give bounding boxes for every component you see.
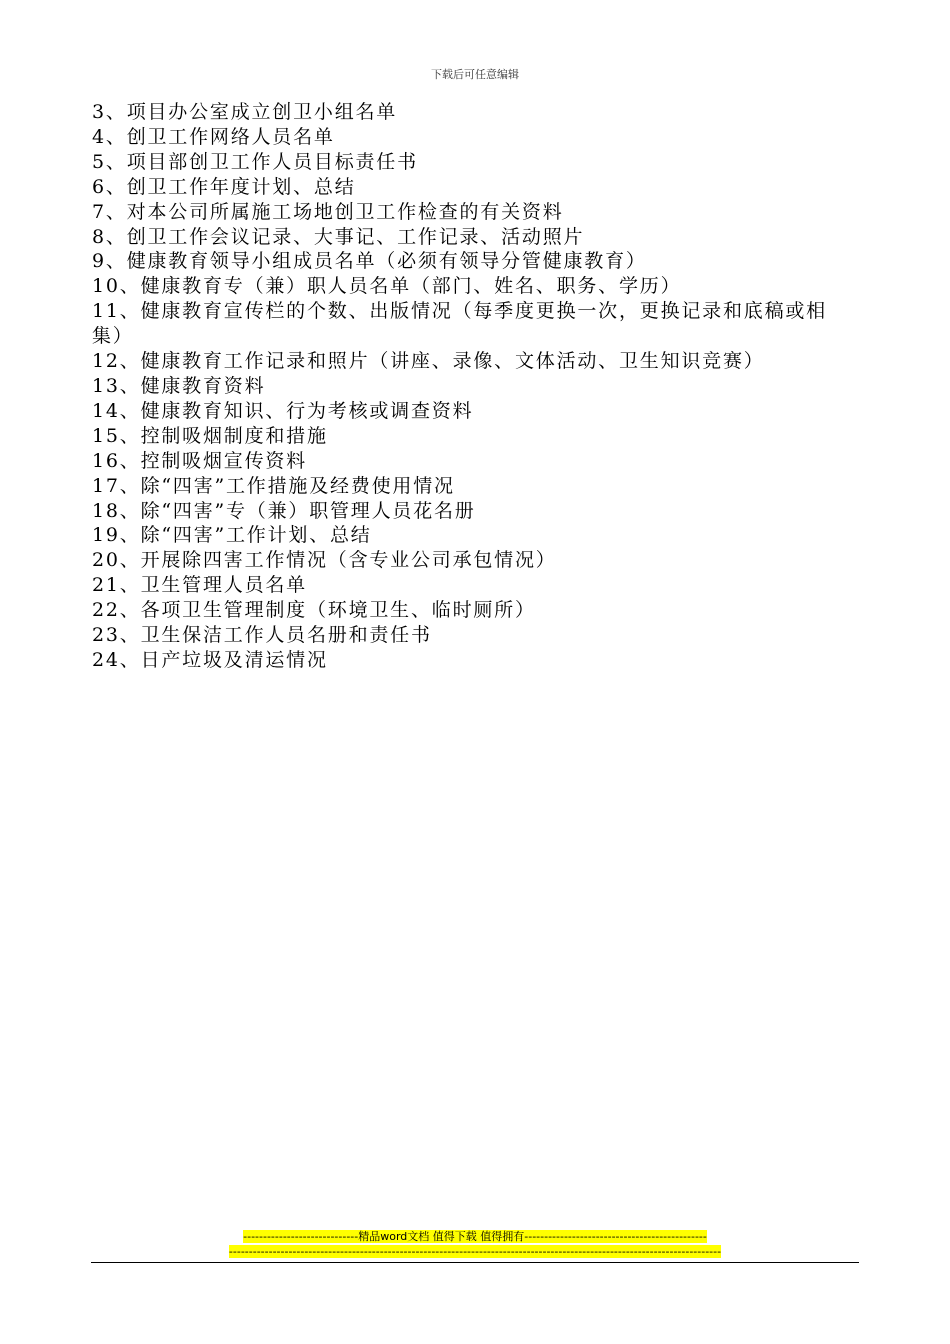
list-item: 20、开展除四害工作情况（含专业公司承包情况） <box>92 549 557 572</box>
list-item: 3、项目办公室成立创卫小组名单 <box>92 101 398 123</box>
list-item: 17、除“四害”工作措施及经费使用情况 <box>92 474 455 497</box>
list-item: 8、创卫工作会议记录、大事记、工作记录、活动照片 <box>92 225 585 248</box>
footer-banner-text: -----------------------------精品word文档 值得下载 值得拥有---------------------------------------------- <box>243 1230 707 1243</box>
footer-banner-bottom <box>0 1244 950 1259</box>
list-item: 18、除“四害”专（兼）职管理人员花名册 <box>92 499 476 522</box>
list-item: 21、卫生管理人员名单 <box>92 574 307 597</box>
list-item: 22、各项卫生管理制度（环境卫生、临时厕所） <box>92 599 536 622</box>
list-item: 19、除“四害”工作计划、总结 <box>92 524 372 547</box>
list-item: 7、对本公司所属施工场地创卫工作检查的有关资料 <box>92 200 564 223</box>
footer-banner-top <box>0 1229 950 1244</box>
list-item: 16、控制吸烟宣传资料 <box>92 449 307 472</box>
list-item: 14、健康教育知识、行为考核或调查资料 <box>92 399 474 422</box>
list-item: 10、健康教育专（兼）职人员名单（部门、姓名、职务、学历） <box>92 275 682 298</box>
document-item-list <box>92 100 857 673</box>
list-item: 13、健康教育资料 <box>92 374 266 397</box>
list-item: 12、健康教育工作记录和照片（讲座、录像、文体活动、卫生知识竞赛） <box>92 350 765 373</box>
list-item: 9、健康教育领导小组成员名单（必须有领导分管健康教育） <box>92 250 647 273</box>
list-item: 11、健康教育宣传栏的个数、出版情况（每季度更换一次，更换记录和底稿或相集） <box>92 300 827 348</box>
list-item: 6、创卫工作年度计划、总结 <box>92 175 356 198</box>
footer-divider <box>91 1262 859 1263</box>
list-item: 4、创卫工作网络人员名单 <box>92 125 335 148</box>
list-item: 23、卫生保洁工作人员名册和责任书 <box>92 624 432 647</box>
list-item: 24、日产垃圾及清运情况 <box>92 648 328 671</box>
list-item: 5、项目部创卫工作人员目标责任书 <box>92 150 418 173</box>
list-item: 15、控制吸烟制度和措施 <box>92 424 328 447</box>
page-header: 下载后可任意编辑 <box>431 68 519 81</box>
footer-banner-dashes: ---------------------------------------------------------------------------------------------------------------------------- <box>228 1245 722 1258</box>
